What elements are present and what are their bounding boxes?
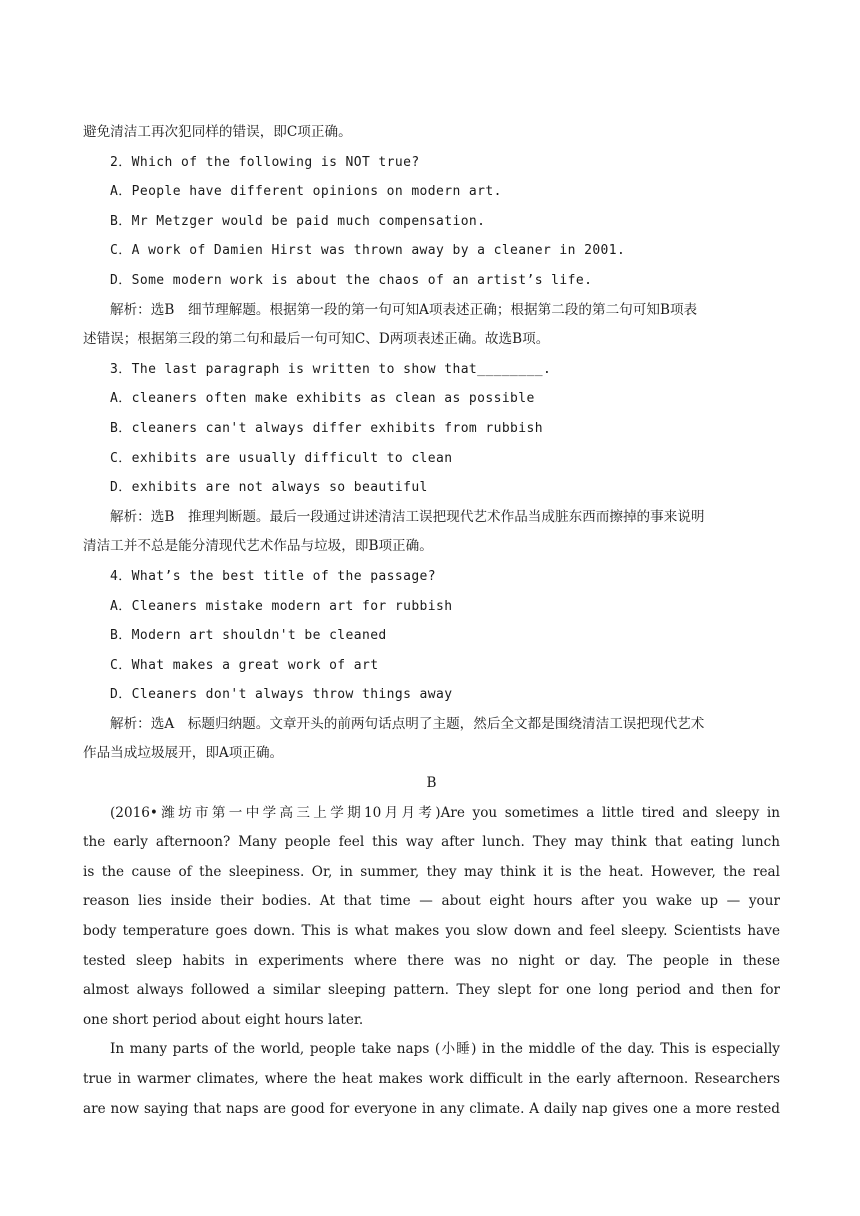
question-2: 2．Which of the following is NOT true? — [110, 154, 420, 170]
question-2-option-c: C．A work of Damien Hirst was thrown away by a cleaner in 2001. — [110, 243, 626, 259]
question-2-option-b: B．Mr Metzger would be paid much compensation. — [110, 213, 486, 229]
question-3-analysis: 解析：选B 推理判断题。最后一段通过讲述清洁工误把现代艺术作品当成脏东西而擦掉的事来说明 — [110, 508, 705, 525]
question-4-option-c: C．What makes a great work of art — [110, 657, 379, 673]
passage-line: one short period about eight hours later. — [83, 1011, 364, 1028]
question-2-option-a: A．People have different opinions on modern art. — [110, 184, 502, 200]
passage-line: reason lies inside their bodies. At that time — about eight hours after you wake up — your — [83, 893, 780, 910]
question-3-option-a: A．cleaners often make exhibits as clean as possible — [110, 391, 535, 407]
previous-analysis-end: 避免清洁工再次犯同样的错误，即C项正确。 — [83, 124, 352, 140]
question-4-analysis: 解析：选A 标题归纳题。文章开头的前两句话点明了主题，然后全文都是围绕清洁工误把现代艺术 — [110, 715, 705, 732]
document-page — [83, 118, 780, 1124]
question-2-analysis: 解析：选B 细节理解题。根据第一段的第一句可知A项表述正确；根据第二段的第二句可知B项表 — [110, 301, 698, 318]
question-4-option-a: A．Cleaners mistake modern art for rubbish — [110, 598, 453, 614]
passage-line: true in warmer climates, where the heat makes work difficult in the early afternoon. Researchers — [83, 1071, 780, 1087]
question-3-option-b: B．cleaners can't always differ exhibits from rubbish — [110, 420, 543, 436]
passage-line: In many parts of the world, people take naps (小睡) in the middle of the day. This is especially — [110, 1041, 780, 1058]
question-4-option-d: D．Cleaners don't always throw things away — [110, 687, 453, 703]
question-3-option-c: C．exhibits are usually difficult to clean — [110, 450, 453, 466]
passage-line: are now saying that naps are good for everyone in any climate. A daily nap gives one a more rested — [83, 1100, 780, 1117]
question-4-option-b: B．Modern art shouldn't be cleaned — [110, 628, 387, 644]
section-heading-b: B — [426, 775, 437, 792]
passage-line: almost always followed a similar sleeping pattern. They slept for one long period and then for — [83, 982, 780, 999]
question-3: 3．The last paragraph is written to show that________. — [110, 361, 552, 377]
question-3-option-d: D．exhibits are not always so beautiful — [110, 480, 428, 496]
passage-line: body temperature goes down. This is what makes you slow down and feel sleepy. Scientists have — [83, 923, 780, 940]
passage-line: is the cause of the sleepiness. Or, in summer, they may think it is the heat. However, the real — [83, 863, 780, 880]
question-4-analysis-cont: 作品当成垃圾展开，即A项正确。 — [83, 745, 284, 762]
question-3-analysis-cont: 清洁工并不总是能分清现代艺术作品与垃圾，即B项正确。 — [83, 538, 433, 555]
question-2-option-d: D．Some modern work is about the chaos of an artist’s life. — [110, 272, 593, 288]
question-4: 4．What’s the best title of the passage? — [110, 568, 437, 584]
question-2-analysis-cont: 述错误；根据第三段的第二句和最后一句可知C、D两项表述正确。故选B项。 — [83, 331, 550, 348]
passage-line: tested sleep habits in experiments where there was no night or day. The people in these — [83, 952, 780, 969]
passage-line: the early afternoon? Many people feel this way after lunch. They may think that eating lunch — [83, 834, 780, 851]
passage-line: (2016•潍坊市第一中学高三上学期10月月考)Are you sometimes a little tired and sleepy in — [110, 804, 780, 821]
